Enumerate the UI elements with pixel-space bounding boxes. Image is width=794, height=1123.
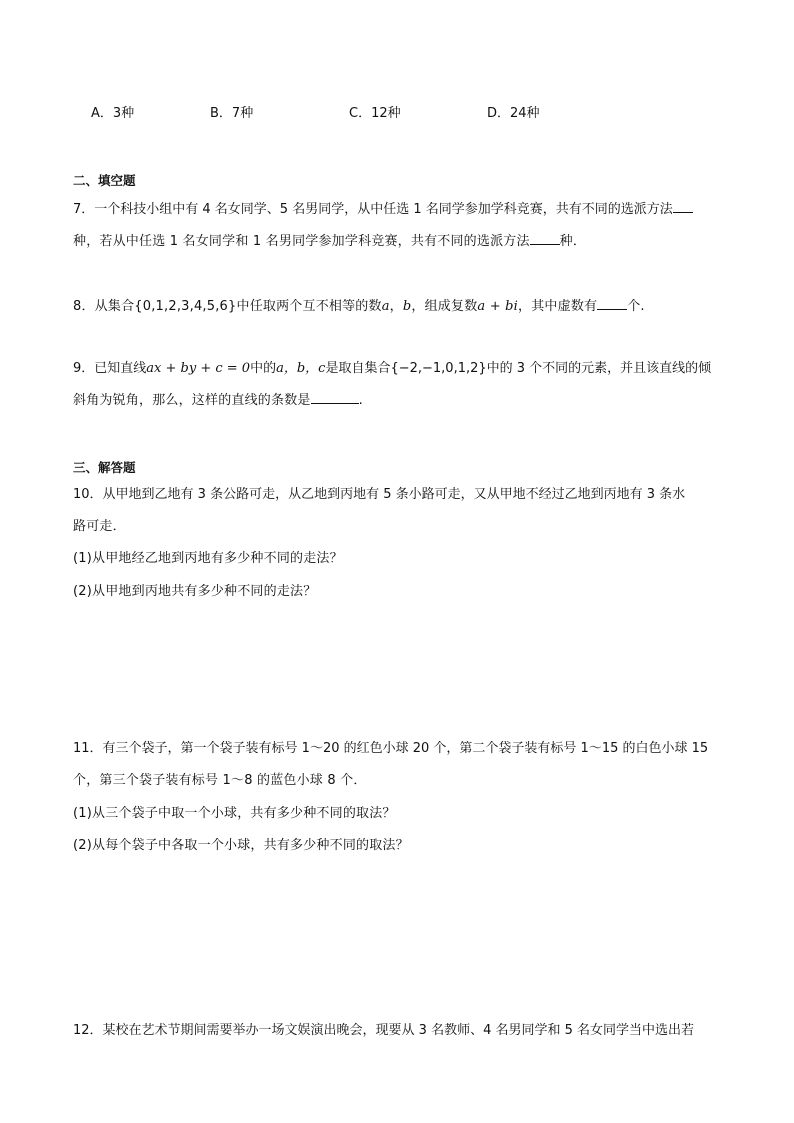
option-a: A．3种 [91, 106, 135, 121]
question-8-text: 8．从集合{0,1,2,3,4,5,6}中任取两个互不相等的数 [73, 299, 382, 314]
question-11-sub-2: (2)从每个袋子中各取一个小球，共有多少种不同的取法？ [73, 838, 409, 853]
question-8-post: ，其中虚数有 [518, 299, 598, 314]
var-a: a [381, 299, 390, 314]
coefficients: a，b，c [276, 361, 326, 376]
answer-blank [530, 231, 560, 245]
question-10-line-2: 路可走． [73, 519, 126, 534]
question-11-line-1: 11．有三个袋子，第一个袋子装有标号 1～20 的红色小球 20 个，第二个袋子装有标号 1～15 的白色小球 15 [73, 741, 709, 756]
section-answer-title: 三、解答题 [73, 460, 136, 475]
question-12-line-1: 12．某校在艺术节期间需要举办一场文娱演出晚会，现要从 3 名教师、4 名男同学和 5 名女同学当中选出若 [73, 1023, 695, 1038]
question-9-text-2: 是取自集合{−2,−1,0,1,2}中的 3 个不同的元素，并且该直线的倾 [325, 361, 712, 376]
question-7-text-2: 种，若从中任选 1 名女同学和 1 名男同学参加学科竞赛，共有不同的选派方法 [73, 234, 530, 249]
option-d: D．24种 [487, 106, 540, 121]
option-c: C．12种 [349, 106, 401, 121]
complex-expression: a + bi [477, 299, 519, 314]
question-9-line-2-text: 斜角为锐角，那么，这样的直线的条数是 [73, 393, 311, 408]
separator: ， [389, 299, 403, 314]
question-9-line-2 [73, 389, 363, 408]
question-9-text: 9．已知直线 [73, 361, 147, 376]
question-10-sub-2: (2)从甲地到丙地共有多少种不同的走法？ [73, 584, 317, 599]
section-fill-in-title: 二、填空题 [73, 173, 136, 188]
question-8-end: 个. [627, 299, 645, 314]
option-b: B．7种 [210, 106, 254, 121]
question-7-end: 种． [559, 234, 587, 249]
question-11-sub-1: (1)从三个袋子中取一个小球，共有多少种不同的取法？ [73, 806, 396, 821]
answer-blank [673, 199, 693, 213]
question-9-end: . [358, 393, 363, 408]
question-7-line-1 [73, 198, 693, 217]
question-9-mid: 中的 [250, 361, 277, 376]
question-11-line-2: 个，第三个袋子装有标号 1～8 的蓝色小球 8 个． [73, 773, 367, 788]
var-b: b [402, 299, 412, 314]
question-7-line-2 [73, 230, 586, 249]
question-8 [73, 295, 645, 314]
question-10-sub-1: (1)从甲地经乙地到丙地有多少种不同的走法？ [73, 551, 343, 566]
question-9-line-1 [73, 357, 711, 376]
answer-blank [597, 296, 627, 310]
line-equation: ax + by + c = 0 [146, 361, 251, 376]
question-10-line-1: 10．从甲地到乙地有 3 条公路可走，从乙地到丙地有 5 条小路可走，又从甲地不经过乙地到丙地有 3 条水 [73, 487, 686, 502]
question-8-mid: ，组成复数 [411, 299, 478, 314]
question-7-text: 7．一个科技小组中有 4 名女同学、5 名男同学，从中任选 1 名同学参加学科竞赛，共有不同的选派方法 [73, 202, 673, 217]
answer-blank [311, 390, 359, 404]
